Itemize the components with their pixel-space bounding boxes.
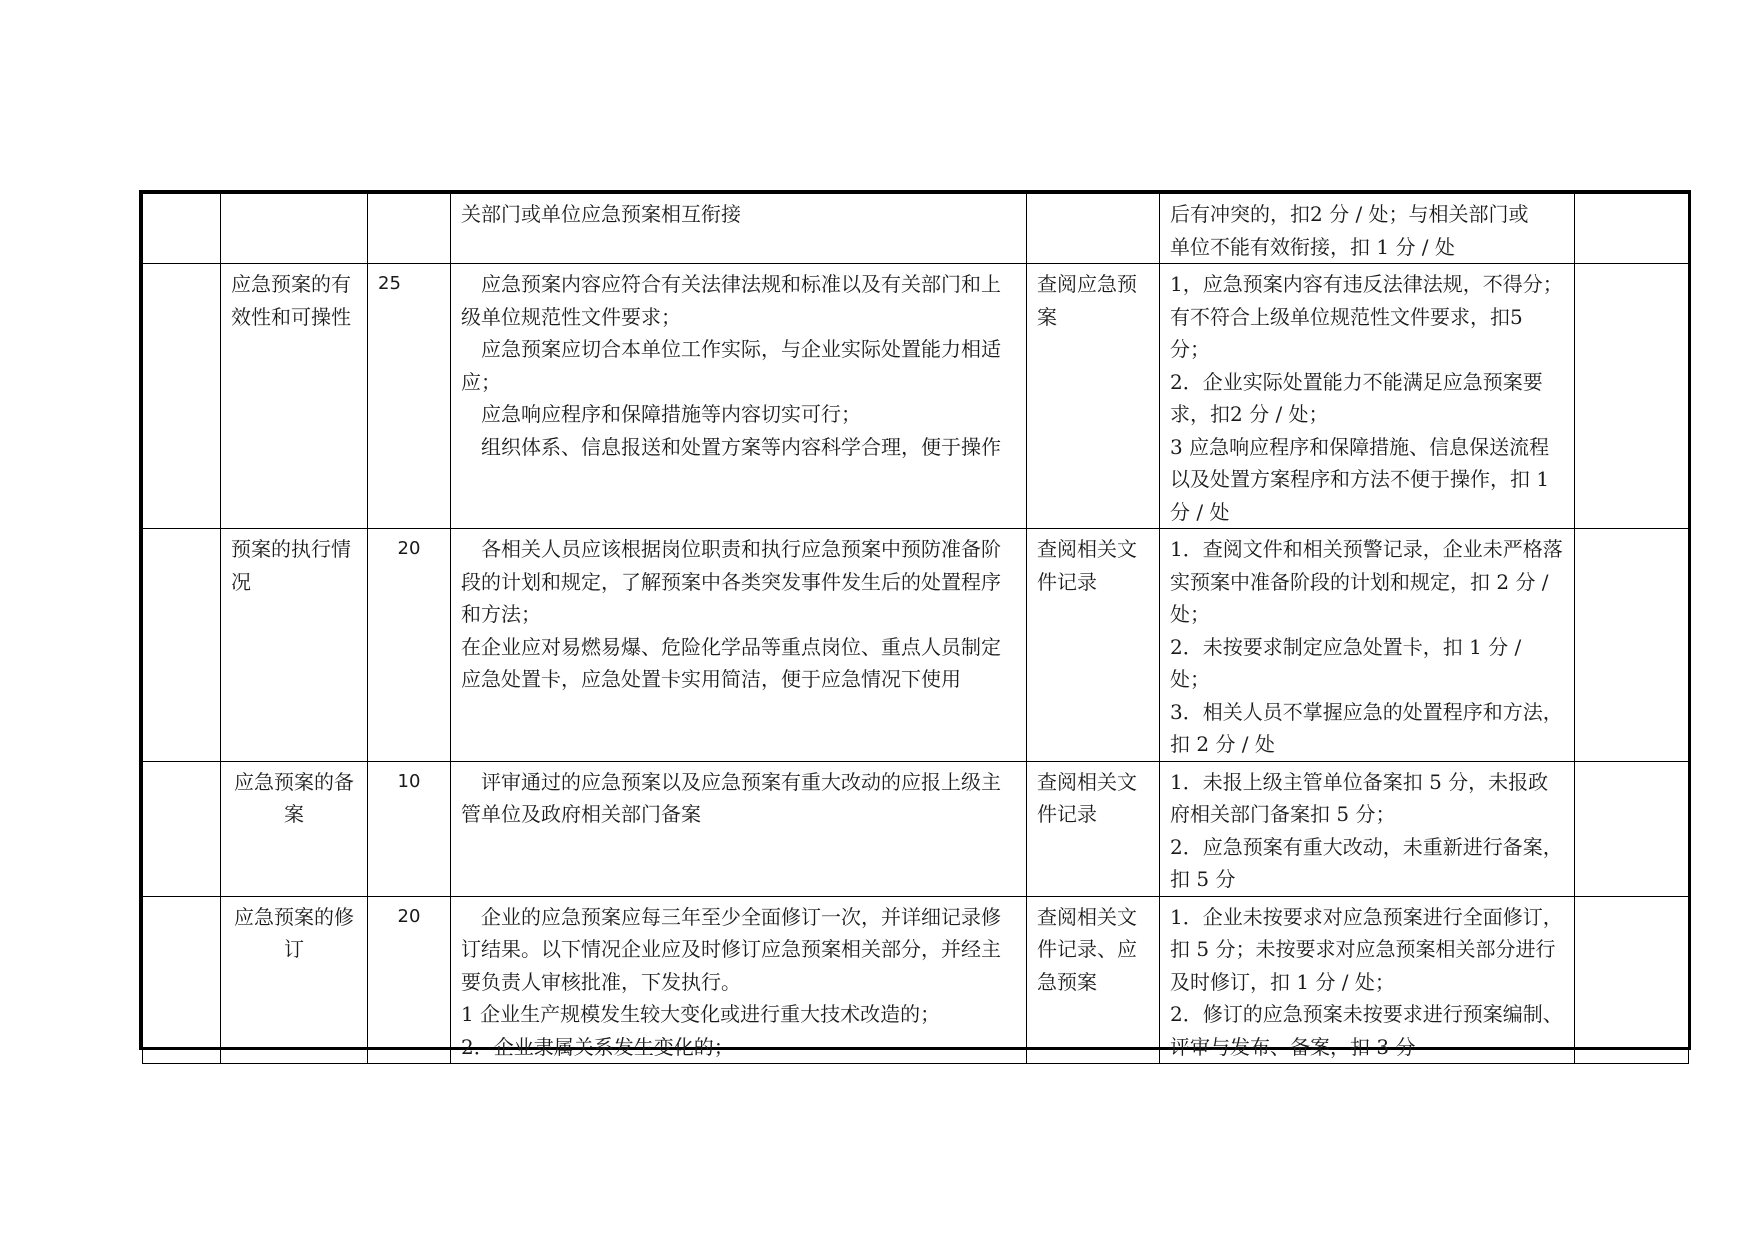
requirement-text: 1 企业生产规模发生较大变化或进行重大技术改造的； (461, 1002, 941, 1026)
requirement-text: 应急预案应切合本单位工作实际，与企业实际处置能力相适应； (461, 337, 1001, 394)
criteria-text: 单位不能有效衔接，扣 1 分 / 处 (1170, 234, 1455, 259)
criteria-text: 2．未按要求制定应急处置卡，扣 1 分 / 处； (1170, 634, 1522, 691)
requirement-text: 应急预案内容应符合有关法律法规和标准以及有关部门和上级单位规范性文件要求； (461, 272, 1001, 329)
table-row (143, 896, 1689, 1064)
method-cell: 查阅相关文件记录 (1027, 761, 1160, 896)
remarks-cell (1575, 264, 1689, 529)
criteria-text: 2．修订的应急预案未按要求进行预案编制、评审与发布、备案，扣 3 分 (1170, 1002, 1563, 1059)
requirement-text: 在企业应对易燃易爆、危险化学品等重点岗位、重点人员制定应急处置卡，应急处置卡实用简洁，便于应急情况下使用 (461, 634, 1001, 691)
criteria-cell (1160, 264, 1575, 529)
requirement-cell (451, 761, 1027, 896)
index-cell (143, 529, 221, 762)
criteria-cell (1160, 529, 1575, 762)
criteria-text: 3．相关人员不掌握应急的处置程序和方法，扣 2 分 / 处 (1170, 699, 1563, 756)
score-cell: 10 (368, 761, 451, 896)
index-cell (143, 264, 221, 529)
table-row (143, 264, 1689, 529)
score-cell (368, 194, 451, 264)
criteria-text: 后有冲突的，扣2 分 / 处；与相关部门或 (1170, 202, 1529, 226)
item-cell: 预案的执行情况 (221, 529, 368, 762)
requirement-text: 关部门或单位应急预案相互衔接 (461, 202, 741, 226)
evaluation-table-frame (139, 190, 1691, 1059)
remarks-cell (1575, 194, 1689, 264)
criteria-text: 2．企业实际处置能力不能满足应急预案要求，扣2 分 / 处； (1170, 369, 1543, 426)
requirement-text: 2．企业隶属关系发生变化的； (461, 1034, 734, 1059)
item-cell: 应急预案的备案 (221, 761, 368, 896)
score-cell: 25 (368, 264, 451, 529)
requirement-text: 应急响应程序和保障措施等内容切实可行； (481, 402, 861, 426)
item-cell: 应急预案的有效性和可操性 (221, 264, 368, 529)
criteria-text: 1．未报上级主管单位备案扣 5 分，未报政府相关部门备案扣 5 分； (1170, 769, 1549, 826)
requirement-text: 组织体系、信息报送和处置方案等内容科学合理，便于操作 (481, 434, 1001, 459)
index-cell (143, 761, 221, 896)
table-row (143, 761, 1689, 896)
remarks-cell (1575, 896, 1689, 1064)
requirement-text: 各相关人员应该根据岗位职责和执行应急预案中预防准备阶段的计划和规定，了解预案中各类突发事件发生后的处置程序和方法； (461, 537, 1001, 626)
requirement-text: 评审通过的应急预案以及应急预案有重大改动的应报上级主管单位及政府相关部门备案 (461, 769, 1001, 826)
criteria-text: 1．企业未按要求对应急预案进行全面修订，扣 5 分；未按要求对应急预案相关部分进行及时修订，扣 1 分 / 处； (1170, 904, 1563, 994)
item-cell (221, 194, 368, 264)
remarks-cell (1575, 761, 1689, 896)
item-cell: 应急预案的修订 (221, 896, 368, 1064)
score-cell: 20 (368, 529, 451, 762)
index-cell (143, 194, 221, 264)
method-cell: 查阅相关文件记录、应急预案 (1027, 896, 1160, 1064)
requirement-cell (451, 529, 1027, 762)
criteria-cell (1160, 194, 1575, 264)
index-cell (143, 896, 221, 1064)
evaluation-table (142, 193, 1689, 1064)
criteria-text: 2．应急预案有重大改动，未重新进行备案，扣 5 分 (1170, 834, 1563, 891)
criteria-cell (1160, 761, 1575, 896)
method-cell: 查阅相关文件记录 (1027, 529, 1160, 762)
method-cell: 查阅应急预案 (1027, 264, 1160, 529)
criteria-text: 3 应急响应程序和保障措施、信息保送流程以及处置方案程序和方法不便于操作，扣 1 分 / 处 (1170, 434, 1550, 524)
table-row (143, 194, 1689, 264)
criteria-text: 1，应急预案内容有违反法律法规，不得分；有不符合上级单位规范性文件要求，扣5 分； (1170, 272, 1563, 361)
requirement-cell (451, 194, 1027, 264)
requirement-cell (451, 264, 1027, 529)
method-cell (1027, 194, 1160, 264)
score-cell: 20 (368, 896, 451, 1064)
criteria-text: 1．查阅文件和相关预警记录，企业未严格落实预案中准备阶段的计划和规定，扣 2 分 / 处； (1170, 537, 1563, 626)
remarks-cell (1575, 529, 1689, 762)
requirement-cell (451, 896, 1027, 1064)
table-row (143, 529, 1689, 762)
criteria-cell (1160, 896, 1575, 1064)
requirement-text: 企业的应急预案应每三年至少全面修订一次，并详细记录修订结果。以下情况企业应及时修订应急预案相关部分，并经主要负责人审核批准，下发执行。 (461, 904, 1001, 994)
